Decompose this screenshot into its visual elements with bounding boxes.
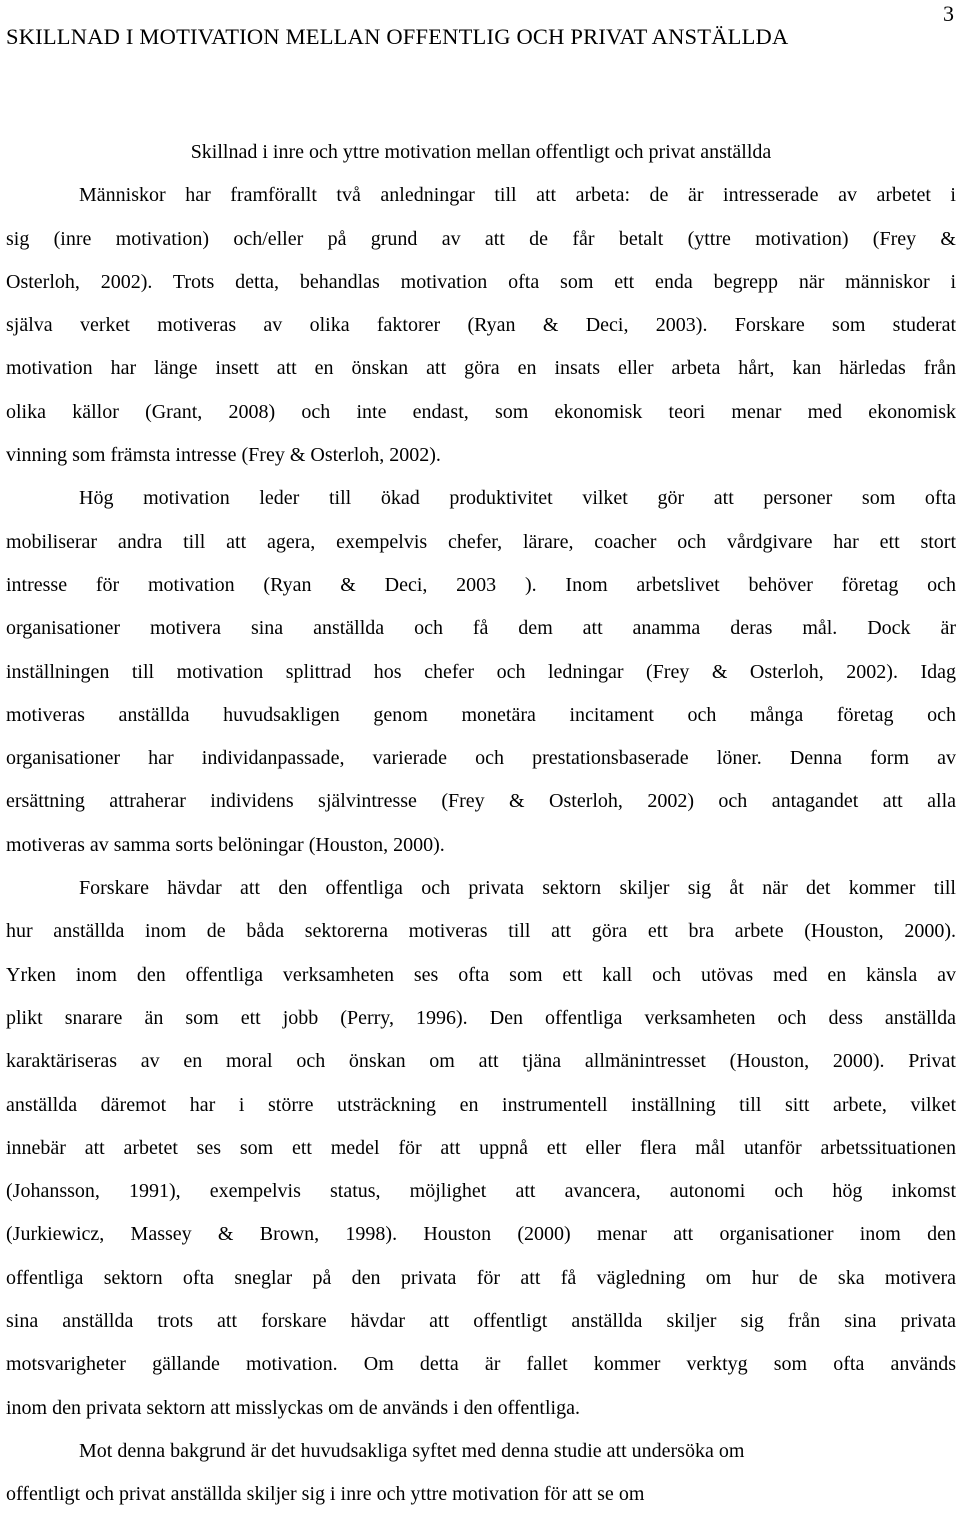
page-number: 3 [943, 1, 954, 26]
text-line: sig (inre motivation) och/eller på grund av att de får betalt (yttre motivation) (Frey & [6, 227, 956, 250]
text-line: Mot denna bakgrund är det huvudsakliga syftet med denna studie att undersöka om [79, 1439, 745, 1462]
text-line: inställningen till motivation splittrad hos chefer och ledningar (Frey & Osterloh, 2002). Idag [6, 660, 956, 683]
text-line: motiveras anställda huvudsakligen genom monetära incitament och många företag och [6, 703, 956, 726]
text-line: Människor har framförallt två anledningar till att arbeta: de är intresserade av arbetet i [79, 184, 956, 207]
text-line: sina anställda trots att forskare hävdar att offentligt anställda skiljer sig från sina privata [6, 1310, 956, 1333]
text-line: intresse för motivation (Ryan & Deci, 2003 ). Inom arbetslivet behöver företag och [6, 573, 956, 596]
text-line: Osterloh, 2002). Trots detta, behandlas motivation ofta som ett enda begrepp när människor i [6, 270, 956, 293]
body-text [6, 131, 956, 1517]
text-line: plikt snarare än som ett jobb (Perry, 1996). Den offentliga verksamheten och dess anställda [6, 1006, 956, 1029]
text-line: offentligt och privat anställda skiljer sig i inre och yttre motivation för att se om [6, 1483, 645, 1506]
text-line: motsvarigheter gällande motivation. Om detta är fallet kommer verktyg som ofta används [6, 1353, 956, 1376]
text-line: Yrken inom den offentliga verksamheten ses ofta som ett kall och utövas med en känsla av [6, 963, 956, 986]
text-line: Hög motivation leder till ökad produktivitet vilket gör att personer som ofta [79, 487, 956, 510]
text-line: offentliga sektorn ofta sneglar på den privata för att få vägledning om hur de ska motivera [6, 1266, 956, 1289]
paragraph-2 [6, 477, 956, 867]
text-line: karaktäriseras av en moral och önskan om att tjäna allmänintresset (Houston, 2000). Privat [6, 1050, 956, 1073]
paragraph-3 [6, 867, 956, 1430]
text-line: anställda däremot har i större utsträckning en instrumentell inställning till sitt arbete, vilket [6, 1093, 956, 1116]
text-line: mobiliserar andra till att agera, exempelvis chefer, lärare, coacher och vårdgivare har ett stort [6, 530, 956, 553]
text-line: inom den privata sektorn att misslyckas om de används i den offentliga. [6, 1396, 580, 1419]
text-line: själva verket motiveras av olika faktorer (Ryan & Deci, 2003). Forskare som studerat [6, 314, 956, 337]
text-line: hur anställda inom de båda sektorerna motiveras till att göra ett bra arbete (Houston, 2000). [6, 920, 956, 943]
text-line: ersättning attraherar individens självintresse (Frey & Osterloh, 2002) och antagandet att alla [6, 790, 956, 813]
text-line: organisationer motivera sina anställda och få dem att anamma deras mål. Dock är [6, 617, 956, 640]
paragraph-1 [6, 174, 956, 477]
text-line: (Jurkiewicz, Massey & Brown, 1998). Houston (2000) menar att organisationer inom den [6, 1223, 956, 1246]
text-line: olika källor (Grant, 2008) och inte endast, som ekonomisk teori menar med ekonomisk [6, 400, 956, 423]
paragraph-4 [6, 1430, 956, 1517]
text-line: Forskare hävdar att den offentliga och privata sektorn skiljer sig åt när det kommer till [79, 877, 956, 900]
text-line: innebär att arbetet ses som ett medel för att uppnå ett eller flera mål utanför arbetssituationen [6, 1136, 956, 1159]
running-head: SKILLNAD I MOTIVATION MELLAN OFFENTLIG OCH PRIVAT ANSTÄLLDA [6, 24, 789, 49]
section-title: Skillnad i inre och yttre motivation mellan offentligt och privat anställda [190, 141, 772, 163]
text-line: motivation har länge insett att en önskan att göra en insats eller arbeta hårt, kan härledas från [6, 357, 956, 380]
text-line: organisationer har individanpassade, varierade och prestationsbaserade löner. Denna form av [6, 747, 956, 770]
text-line: motiveras av samma sorts belöningar (Houston, 2000). [6, 833, 445, 856]
text-line: vinning som främsta intresse (Frey & Osterloh, 2002). [6, 444, 441, 467]
text-line: (Johansson, 1991), exempelvis status, möjlighet att avancera, autonomi och hög inkomst [6, 1180, 956, 1203]
